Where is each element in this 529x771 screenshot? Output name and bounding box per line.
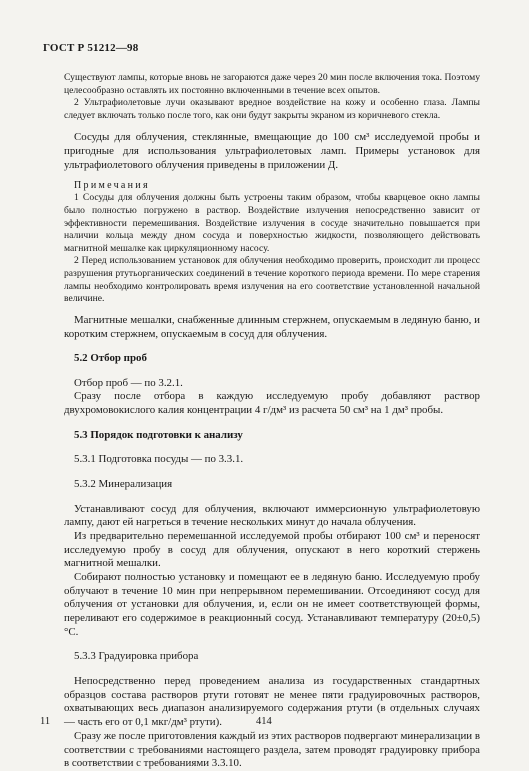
section-5-3-3: 5.3.3 Градуировка прибора (74, 650, 199, 663)
vessels-paragraph: Сосуды для облучения, стеклянные, вмещающие до 100 см³ исследуемой пробы и пригодные для использования ультрафиолетовых ламп. Примеры установок для ультрафиолетового облучения приведены в приложении Д. (64, 131, 480, 171)
note-1: 1 Сосуды для облучения должны быть устроены таким образом, чтобы кварцевое окно лампы было полностью погружено в раствор. Воздействие излучения непосредственно зависит от эффективности перемешивания. Воздействие излучения в сосуде значительно повышается при наличии кольца между дном сосуда и поверхностью жидкости, позволяющего действовать магнитной мешалке как циркуляционному насосу. (64, 192, 480, 254)
section-5-3-2-text-2: Из предварительно перемешанной исследуемой пробы отбирают 100 см³ и переносят исследуемую пробу в сосуд для облучения, опускают в него короткий стержень магнитной мешалки. (64, 529, 480, 570)
section-5-3-1: 5.3.1 Подготовка посуды — по 3.3.1. (74, 453, 244, 466)
section-5-3-2: 5.3.2 Минерализация (74, 477, 173, 490)
standard-header: ГОСТ Р 51212—98 (43, 42, 139, 54)
section-5-3-2-text-1: Устанавливают сосуд для облучения, включают иммерсионную ультрафиолетовую лампу, дают ей нагреться в течение нескольких минут до начала облучения. (64, 502, 480, 529)
section-5-3-2-text-3: Собирают полностью установку и помещают ее в ледяную баню. Исследуемую пробу облучают в течение 10 мин при непрерывном перемешивании. Отсоединяют сосуд для облучения от установки для облучения, и, если он не имеет соответствующей формы, переливают его содержимое в реакционный сосуд. Устанавливают температуру (20±0,5) °С. (64, 571, 480, 638)
page-number-left: 11 (40, 716, 51, 727)
page-content (64, 72, 480, 771)
intro-paragraph-1: Существуют лампы, которые вновь не загораются даже через 20 мин после включения тока. Поэтому целесообразно оставлять их постоянно включенными в течение всех опытов. (64, 72, 480, 96)
intro-paragraph-2: 2 Ультрафиолетовые лучи оказывают вредное воздействие на кожу и особенно глаза. Лампы следует включать только после того, как они будут закрыты экраном из коричневого стекла. (64, 97, 480, 121)
stirrers-paragraph: Магнитные мешалки, снабженные длинным стержнем, опускаемым в ледяную баню, и коротким стержнем, опускаемым в сосуд для облучения. (64, 313, 480, 340)
notes-heading: Примечания (74, 180, 150, 192)
section-5-2-text-1: Отбор проб — по 3.2.1. (74, 376, 183, 389)
section-5-3-3-text-2: Сразу же после приготовления каждый из этих растворов подвергают минерализации в соответствии с требованиями настоящего раздела, затем проводят градуировку прибора в соответствии с требованиями 3.3.10. (64, 729, 480, 770)
section-5-2-text-2: Сразу после отбора в каждую исследуемую пробу добавляют раствор двухромовокислого калия концентрации 4 г/дм³ из расчета 50 см³ на 1 дм³ пробы. (64, 390, 480, 417)
section-5-3-3-text-1: Непосредственно перед проведением анализа из государственных стандартных образцов состава растворов ртути готовят не менее пяти градуировочных растворов, охватывающих весь диапазон анализируемого содержания ртути (в отдельных случаях — часть его от 0,1 мкг/дм³ ртути). (64, 675, 480, 729)
section-5-3-heading: 5.3 Порядок подготовки к анализу (74, 428, 243, 441)
page-number-center: 414 (256, 716, 272, 727)
note-2: 2 Перед использованием установок для облучения необходимо проверить, происходит ли процесс разрушения ртутьорганических соединений в течение короткого периода времени. По мере старения лампы необходимо контролировать время излучения на его соответствие установленной начальной величине. (64, 255, 480, 305)
section-5-2-heading: 5.2 Отбор проб (74, 352, 147, 365)
